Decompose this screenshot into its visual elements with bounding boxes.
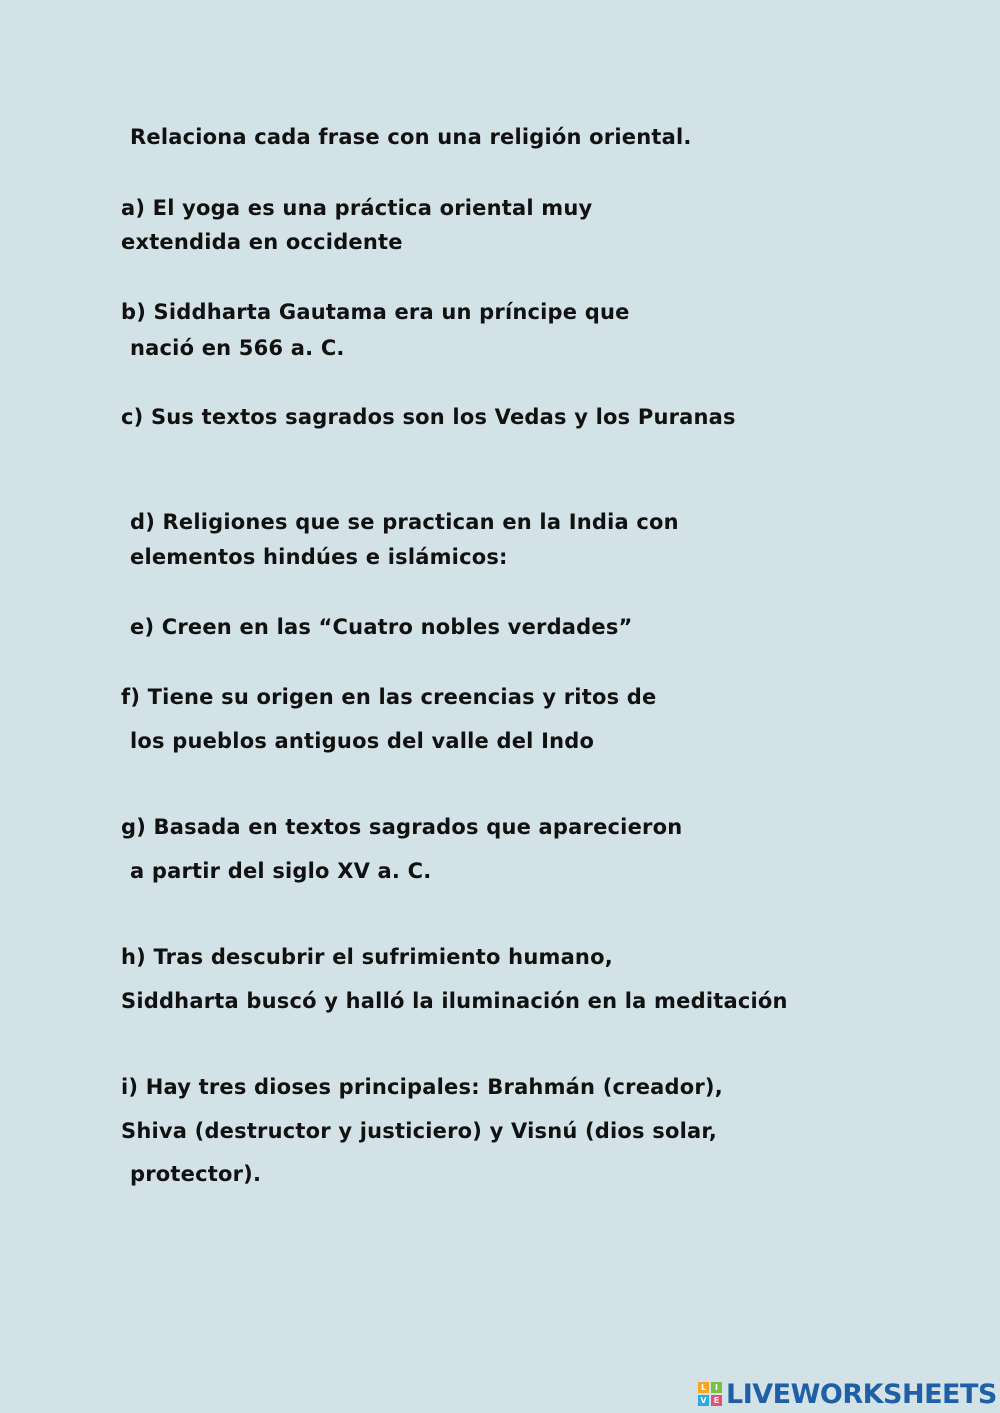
item-b-line-2: nació en 566 a. C. xyxy=(130,336,345,360)
item-g-line-2: a partir del siglo XV a. C. xyxy=(130,859,432,883)
item-f-line-2: los pueblos antiguos del valle del Indo xyxy=(130,729,595,753)
item-e-line-1: e) Creen en las “Cuatro nobles verdades” xyxy=(130,615,633,639)
item-a-line-1: a) El yoga es una práctica oriental muy xyxy=(121,196,593,220)
item-d-line-2: elementos hindúes e islámicos: xyxy=(130,545,508,569)
liveworksheets-wordmark: LIVEWORKSHEETS xyxy=(726,1378,997,1410)
item-h-line-2: Siddharta buscó y halló la iluminación en la meditación xyxy=(121,989,788,1013)
item-d-line-1: d) Religiones que se practican en la India con xyxy=(130,510,679,534)
liveworksheets-logo-icon xyxy=(698,1382,722,1406)
item-c-line-1: c) Sus textos sagrados son los Vedas y los Puranas xyxy=(121,405,736,429)
item-h-line-1: h) Tras descubrir el sufrimiento humano, xyxy=(121,945,613,969)
item-g-line-1: g) Basada en textos sagrados que aparecieron xyxy=(121,815,683,839)
item-i-line-2: Shiva (destructor y justiciero) y Visnú (dios solar, xyxy=(121,1119,718,1143)
instruction-text: Relaciona cada frase con una religión oriental. xyxy=(130,125,692,149)
logo-letter-v: V xyxy=(698,1395,709,1406)
item-f-line-1: f) Tiene su origen en las creencias y ritos de xyxy=(121,685,657,709)
item-i-line-3: protector). xyxy=(130,1162,262,1186)
liveworksheets-watermark xyxy=(698,1378,997,1410)
logo-letter-i: I xyxy=(711,1382,722,1393)
item-a-line-2: extendida en occidente xyxy=(121,230,403,254)
item-i-line-1: i) Hay tres dioses principales: Brahmán (creador), xyxy=(121,1075,723,1099)
logo-letter-l: L xyxy=(698,1382,709,1393)
logo-letter-e: E xyxy=(711,1395,722,1406)
item-b-line-1: b) Siddharta Gautama era un príncipe que xyxy=(121,300,630,324)
